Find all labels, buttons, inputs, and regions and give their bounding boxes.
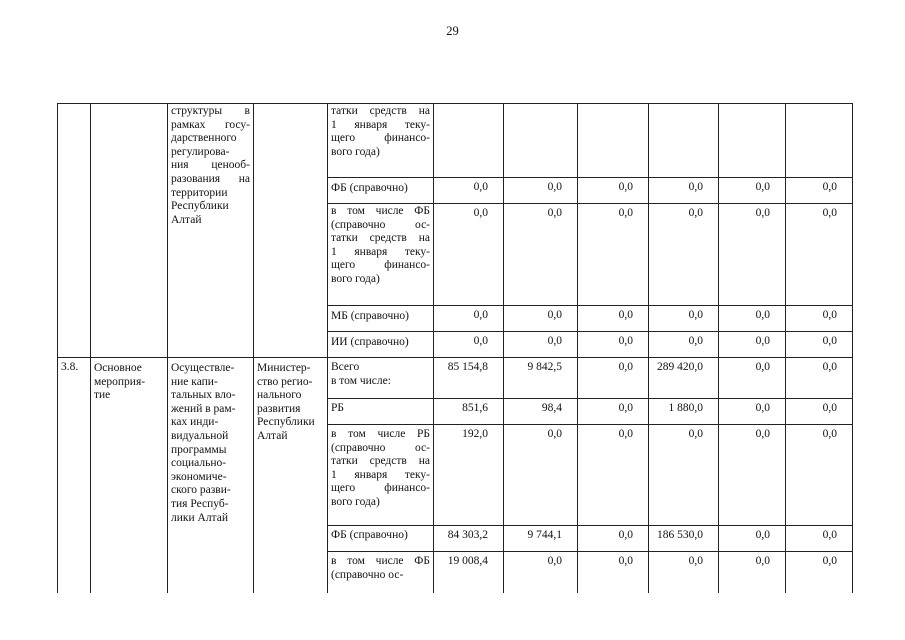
event-description-line: экономиче-: [171, 470, 227, 483]
value-cell: 289 420,0: [657, 361, 703, 373]
value-cell: 0,0: [822, 335, 837, 347]
event-description-line: тальных вло-: [171, 389, 236, 402]
value-cell: 0,0: [822, 181, 837, 193]
table-rule: [327, 398, 853, 399]
event-description-line: Осуществле-: [171, 362, 235, 374]
event-description-line: рамках госу-: [171, 118, 250, 131]
value-cell: 0,0: [688, 555, 703, 567]
executor-line: развития: [257, 402, 301, 415]
event-type-line: тие: [94, 389, 111, 402]
value-cell: 9 842,5: [527, 361, 562, 373]
value-cell: 0,0: [618, 309, 633, 321]
funding-source-line: вого года): [331, 272, 380, 285]
event-description-line: лики Алтай: [171, 511, 228, 524]
value-cell: 9 744,1: [527, 529, 562, 541]
funding-source: [328, 361, 433, 388]
funding-source: [328, 428, 433, 510]
event-description-line: ского разви-: [171, 484, 231, 497]
executor: [254, 362, 327, 444]
event-description-line: Республики: [171, 200, 229, 213]
value-cell: 0,0: [473, 207, 488, 219]
value-cell: 0,0: [618, 555, 633, 567]
value-cell: 186 530,0: [657, 529, 703, 541]
value-cell: 0,0: [688, 428, 703, 440]
event-type-line: мероприя-: [94, 375, 146, 388]
funding-source: [328, 182, 433, 196]
funding-source-line: 1 января теку-: [331, 245, 430, 258]
table-rule: [90, 103, 91, 593]
value-cell: 0,0: [547, 555, 562, 567]
value-cell: 0,0: [688, 309, 703, 321]
value-cell: 0,0: [688, 181, 703, 193]
funding-source-line: ИИ (справочно): [331, 336, 409, 348]
value-cell: 0,0: [755, 309, 770, 321]
funding-source-line: в том числе РБ: [331, 428, 430, 440]
funding-source: [328, 310, 433, 324]
funding-source: [328, 529, 433, 543]
funding-source-line: татки средств на: [331, 455, 430, 468]
funding-source-line: вого года): [331, 145, 380, 158]
value-cell: 0,0: [822, 402, 837, 414]
event-description-line: регулирова-: [171, 145, 230, 158]
event-description-line: ние капи-: [171, 375, 218, 388]
value-cell: 192,0: [462, 428, 488, 440]
event-description-line: Алтай: [171, 213, 202, 226]
value-cell: 0,0: [822, 555, 837, 567]
funding-source-line: в том числе ФБ: [331, 205, 430, 217]
executor-line: Министер-: [257, 362, 311, 374]
funding-source: [328, 336, 433, 350]
funding-source-line: МБ (справочно): [331, 310, 409, 322]
value-cell: 0,0: [755, 428, 770, 440]
event-description-line: территории: [171, 186, 228, 199]
table-rule: [327, 551, 853, 552]
value-cell: 0,0: [618, 529, 633, 541]
funding-source-line: ФБ (справочно): [331, 182, 408, 194]
value-cell: 0,0: [618, 207, 633, 219]
value-cell: 85 154,8: [447, 361, 488, 373]
value-cell: 0,0: [547, 207, 562, 219]
event-type: [91, 362, 167, 403]
table-rule: [253, 103, 254, 593]
page-number: 29: [446, 24, 459, 38]
value-cell: 0,0: [618, 428, 633, 440]
value-cell: 0,0: [755, 361, 770, 373]
value-cell: 0,0: [688, 335, 703, 347]
funding-source: [328, 402, 433, 416]
funding-source-line: в том числе:: [331, 374, 391, 387]
funding-source-line: вого года): [331, 495, 380, 508]
table-rule: [327, 331, 853, 332]
value-cell: 0,0: [547, 181, 562, 193]
value-cell: 0,0: [618, 402, 633, 414]
funding-source-line: Всего: [331, 361, 360, 373]
value-cell: 0,0: [473, 335, 488, 347]
event-description-line: разования на: [171, 172, 250, 185]
executor-line: ство регио-: [257, 375, 313, 388]
value-cell: 0,0: [473, 309, 488, 321]
table-rule: [327, 525, 853, 526]
table-rule: [327, 177, 853, 178]
funding-source: [328, 205, 433, 287]
funding-source-line: ФБ (справочно): [331, 529, 408, 541]
event-description-line: видуальной: [171, 429, 229, 442]
value-cell: 0,0: [822, 428, 837, 440]
event-description: [168, 362, 253, 525]
value-cell: 98,4: [541, 402, 562, 414]
funding-source-line: щего финансо-: [331, 259, 430, 272]
funding-source-line: (справочно ос-: [331, 441, 430, 454]
event-description: [168, 105, 253, 227]
funding-source-line: (справочно ос-: [331, 218, 430, 231]
value-cell: 0,0: [547, 428, 562, 440]
table-rule: [57, 357, 853, 358]
table-rule: [327, 424, 853, 425]
value-cell: 0,0: [755, 335, 770, 347]
event-description-line: социально-: [171, 457, 227, 470]
value-cell: 0,0: [822, 361, 837, 373]
funding-source-line: РБ: [331, 402, 344, 414]
event-description-line: ния ценооб-: [171, 159, 250, 172]
value-cell: 1 880,0: [668, 402, 703, 414]
funding-source: [328, 105, 433, 159]
funding-source-line: татки средств на: [331, 105, 430, 117]
executor-line: нального: [257, 389, 302, 402]
funding-source: [328, 555, 433, 582]
event-description-line: тия Респуб-: [171, 497, 229, 510]
value-cell: 0,0: [755, 207, 770, 219]
value-cell: 0,0: [547, 335, 562, 347]
value-cell: 0,0: [688, 207, 703, 219]
event-description-line: структуры в: [171, 105, 250, 117]
funding-source-line: щего финансо-: [331, 132, 430, 145]
value-cell: 19 008,4: [447, 555, 488, 567]
event-description-line: дарственного: [171, 132, 237, 145]
funding-source-line: (справочно ос-: [331, 568, 404, 581]
funding-source-line: 1 января теку-: [331, 468, 430, 481]
value-cell: 0,0: [618, 335, 633, 347]
value-cell: 0,0: [822, 529, 837, 541]
value-cell: 0,0: [755, 529, 770, 541]
table-rule: [327, 305, 853, 306]
executor-line: Республики: [257, 416, 315, 429]
value-cell: 0,0: [822, 309, 837, 321]
table-rule: [57, 103, 853, 104]
event-description-line: ках инди-: [171, 416, 219, 429]
value-cell: 0,0: [618, 181, 633, 193]
value-cell: 0,0: [755, 555, 770, 567]
event-type-line: Основное: [94, 362, 142, 374]
funding-source-line: татки средств на: [331, 232, 430, 245]
value-cell: 0,0: [755, 402, 770, 414]
table-rule: [57, 103, 58, 593]
value-cell: 0,0: [618, 361, 633, 373]
value-cell: 0,0: [822, 207, 837, 219]
value-cell: 0,0: [755, 181, 770, 193]
value-cell: 0,0: [547, 309, 562, 321]
value-cell: 0,0: [473, 181, 488, 193]
event-description-line: программы: [171, 443, 227, 456]
executor-line: Алтай: [257, 429, 288, 442]
value-cell: 851,6: [462, 402, 488, 414]
event-description-line: жений в рам-: [171, 402, 236, 415]
row-number: 3.8.: [61, 361, 79, 373]
funding-source-line: в том числе ФБ: [331, 555, 430, 567]
table-rule: [327, 203, 853, 204]
funding-source-line: щего финансо-: [331, 482, 430, 495]
value-cell: 84 303,2: [447, 529, 488, 541]
funding-source-line: 1 января теку-: [331, 118, 430, 131]
